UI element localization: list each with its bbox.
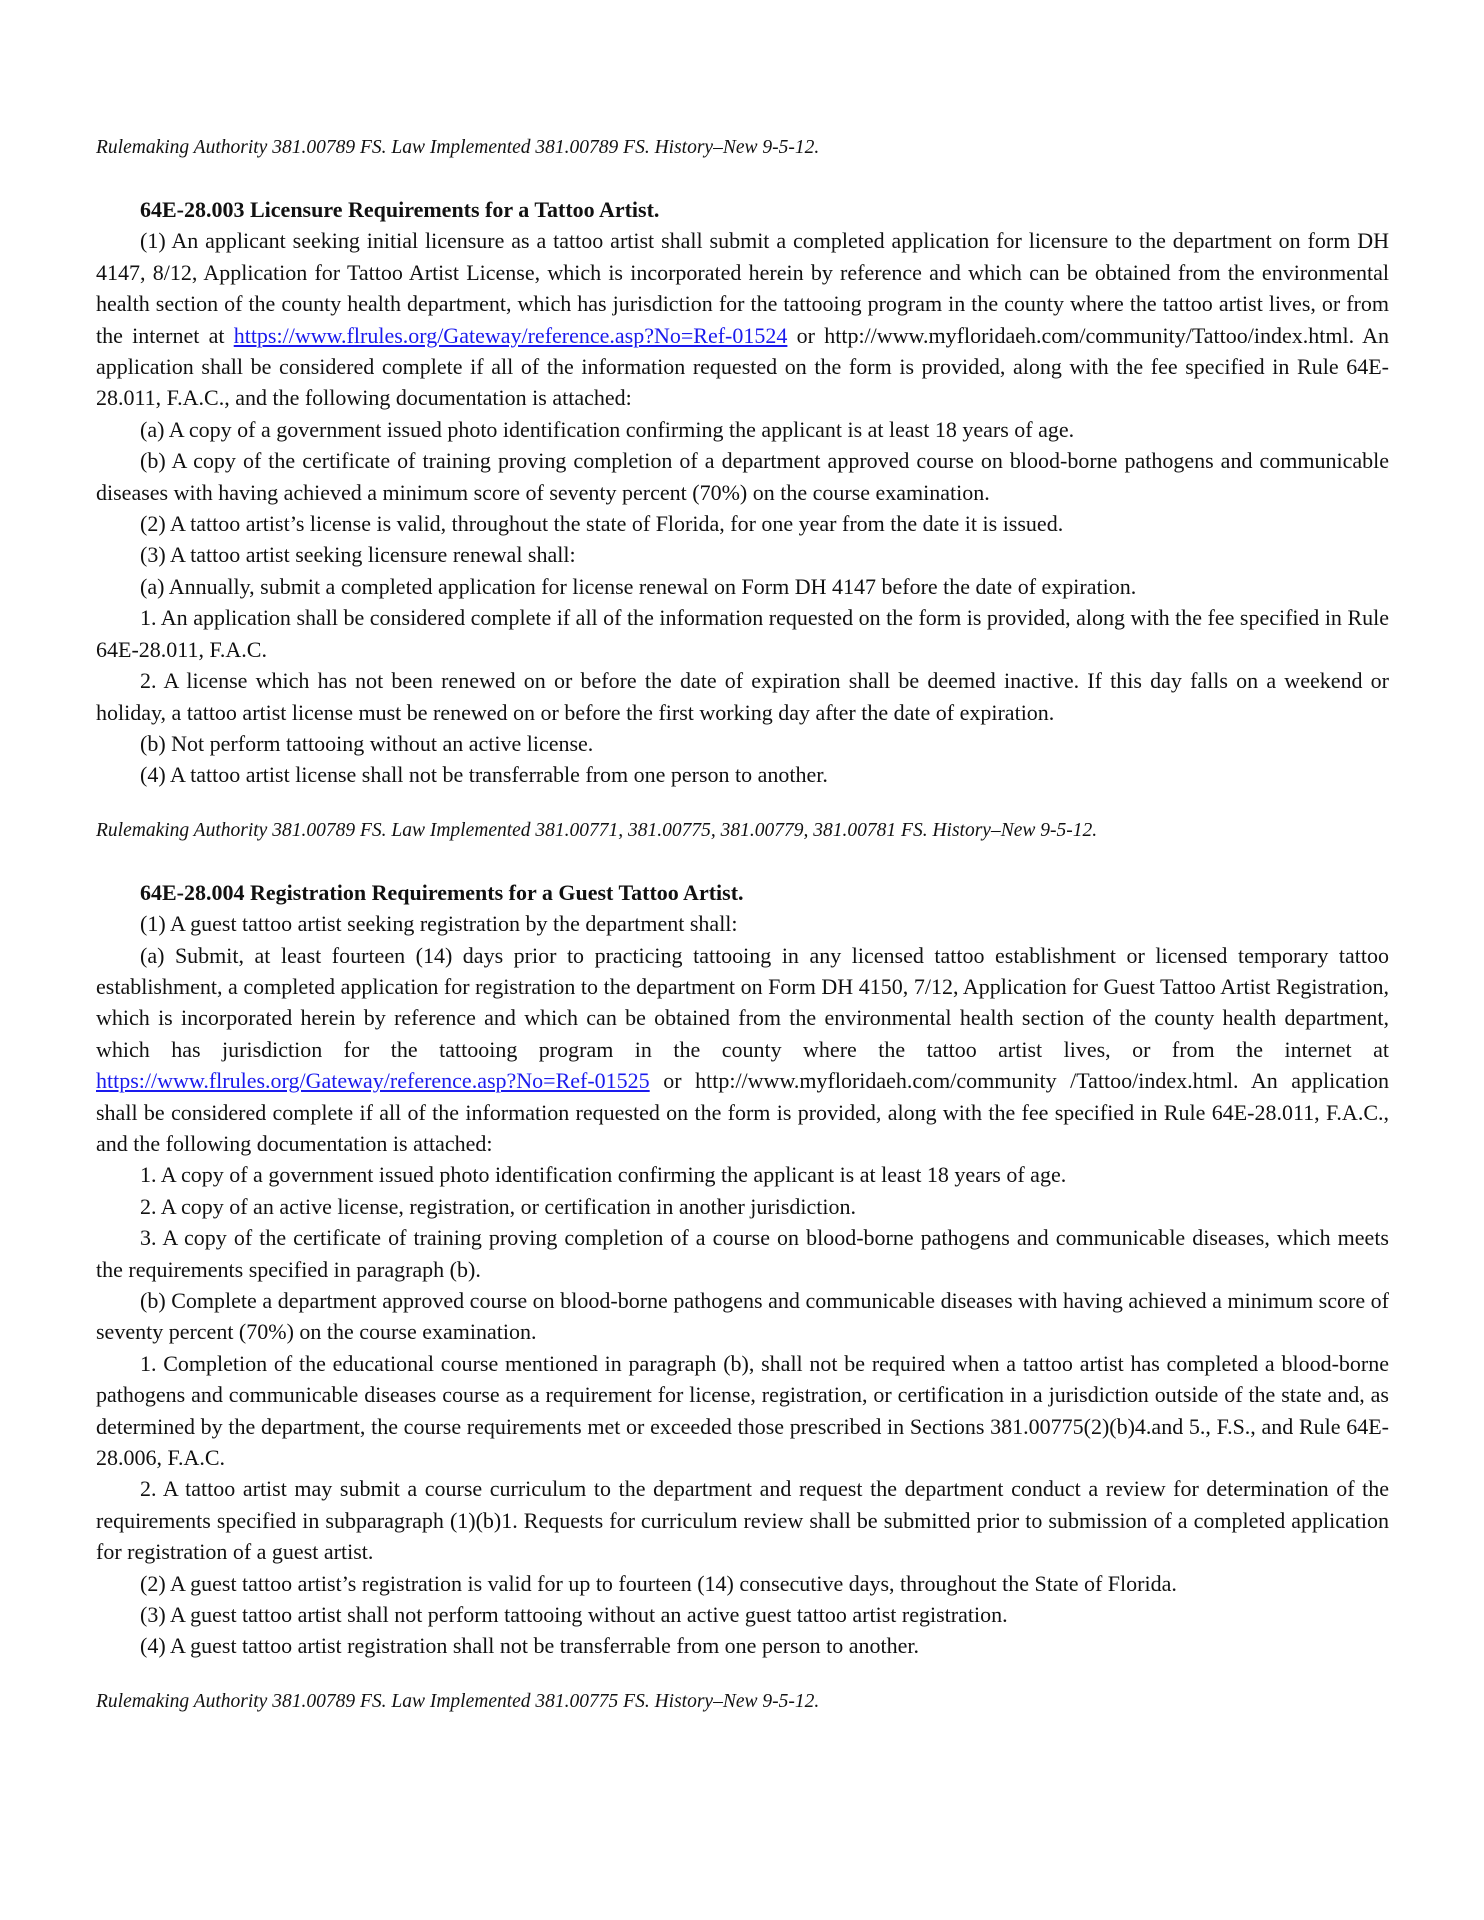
citation-section-003: Rulemaking Authority 381.00789 FS. Law Implemented 381.00771, 381.00775, 381.00779, 381.00781 FS. History–New 9-5-12. [96, 819, 1098, 841]
paragraph: 1. A copy of a government issued photo identification confirming the applicant is at least 18 years of age. [140, 1162, 1067, 1188]
paragraph: (b) A copy of the certificate of training proving completion of a department approved course on blood-borne pathogens and communicable diseases with having achieved a minimum score of seventy percent (70%) on the course examination. [96, 448, 1389, 505]
paragraph: (3) A tattoo artist seeking licensure renewal shall: [140, 542, 576, 568]
paragraph: (2) A tattoo artist’s license is valid, throughout the state of Florida, for one year from the date it is issued. [140, 511, 1064, 537]
paragraph: (4) A tattoo artist license shall not be transferrable from one person to another. [140, 762, 828, 788]
section-heading: 64E-28.003 Licensure Requirements for a Tattoo Artist. [140, 197, 660, 222]
paragraph-text: (a) Submit, at least fourteen (14) days prior to practicing tattooing in any licensed tattoo establishment or licensed temporary tattoo establishment, a completed application for registration to the department on Form DH 4150, 7/12, Application for Guest Tattoo Artist Registration, which is incorporated herein by reference and which can be obtained from the environmental health section of the county health department, which has jurisdiction for the tattooing program in the county where the tattoo artist lives, or from the internet at [96, 942, 1389, 1062]
citation-section-004: Rulemaking Authority 381.00789 FS. Law Implemented 381.00775 FS. History–New 9-5-12. [96, 1690, 820, 1712]
paragraph: (a) A copy of a government issued photo identification confirming the applicant is at least 18 years of age. [140, 416, 1075, 442]
paragraph: 1. An application shall be considered complete if all of the information requested on the form is provided, along with the fee specified in Rule 64E-28.011, F.A.C. [96, 605, 1389, 662]
paragraph: (a) Annually, submit a completed application for license renewal on Form DH 4147 before the date of expiration. [140, 573, 1137, 599]
paragraph: (b) Not perform tattooing without an active license. [140, 730, 594, 756]
form-dh4150-link[interactable]: https://www.flrules.org/Gateway/reference.asp?No=Ref-01525 [96, 1068, 650, 1094]
paragraph: (1) A guest tattoo artist seeking registration by the department shall: [140, 911, 738, 937]
citation-top: Rulemaking Authority 381.00789 FS. Law Implemented 381.00789 FS. History–New 9-5-12. [96, 137, 820, 158]
paragraph: (3) A guest tattoo artist shall not perform tattooing without an active guest tattoo artist registration. [140, 1602, 1008, 1628]
paragraph-text: or http://www.myfloridaeh.com/community /Tattoo/index.html. An application shall be considered complete if all of the information requested on the form is provided, along with the fee specified in Rule 64E-28.011, F.A.C., and the following documentation is attached: [96, 1068, 1389, 1156]
section-heading: 64E-28.004 Registration Requirements for a Guest Tattoo Artist. [140, 879, 744, 905]
paragraph: (2) A guest tattoo artist’s registration is valid for up to fourteen (14) consecutive days, throughout the State of Florida. [140, 1570, 1177, 1596]
section-64e-28-003 [96, 194, 1389, 791]
paragraph: (b) Complete a department approved course on blood-borne pathogens and communicable diseases with having achieved a minimum score of seventy percent (70%) on the course examination. [96, 1288, 1389, 1345]
paragraph: 2. A license which has not been renewed on or before the date of expiration shall be deemed inactive. If this day falls on a weekend or holiday, a tattoo artist license must be renewed on or before the first working day after the date of expiration. [96, 668, 1389, 725]
paragraph-1 [96, 225, 1389, 413]
paragraph: 2. A copy of an active license, registration, or certification in another jurisdiction. [140, 1193, 856, 1219]
paragraph: 2. A tattoo artist may submit a course curriculum to the department and request the department conduct a review for determination of the requirements specified in subparagraph (1)(b)1. Requests for curriculum review shall be submitted prior to submission of a completed application for registration of a guest artist. [96, 1476, 1389, 1565]
document-page [96, 134, 1389, 1716]
form-dh4147-link[interactable]: https://www.flrules.org/Gateway/reference.asp?No=Ref-01524 [233, 322, 788, 348]
paragraph: 1. Completion of the educational course mentioned in paragraph (b), shall not be required when a tattoo artist has completed a blood-borne pathogens and communicable diseases course as a requirement for license, registration, or certification in a jurisdiction outside of the state and, as determined by the department, the course requirements met or exceeded those prescribed in Sections 381.00775(2)(b)4.and 5., F.S., and Rule 64E-28.006, F.A.C. [96, 1350, 1389, 1471]
paragraph-1a [96, 940, 1389, 1160]
paragraph-text: or http://www.myfloridaeh.com/community/Tattoo/index.html. An application shall be considered complete if all of the information requested on the form is provided, along with the fee specified in Rule 64E-28.011, F.A.C., and the following documentation is attached: [96, 322, 1389, 411]
paragraph: 3. A copy of the certificate of training proving completion of a course on blood-borne pathogens and communicable diseases, which meets the requirements specified in paragraph (b). [96, 1225, 1389, 1282]
section-64e-28-004 [96, 877, 1389, 1662]
paragraph-text: (1) An applicant seeking initial licensure as a tattoo artist shall submit a completed application for licensure to the department on form DH 4147, 8/12, Application for Tattoo Artist License, which is incorporated herein by reference and which can be obtained from the environmental health section of the county health department, which has jurisdiction for the tattooing program in the county where the tattoo artist lives, or from the internet at [96, 228, 1389, 348]
paragraph: (4) A guest tattoo artist registration shall not be transferrable from one person to another. [140, 1633, 919, 1659]
